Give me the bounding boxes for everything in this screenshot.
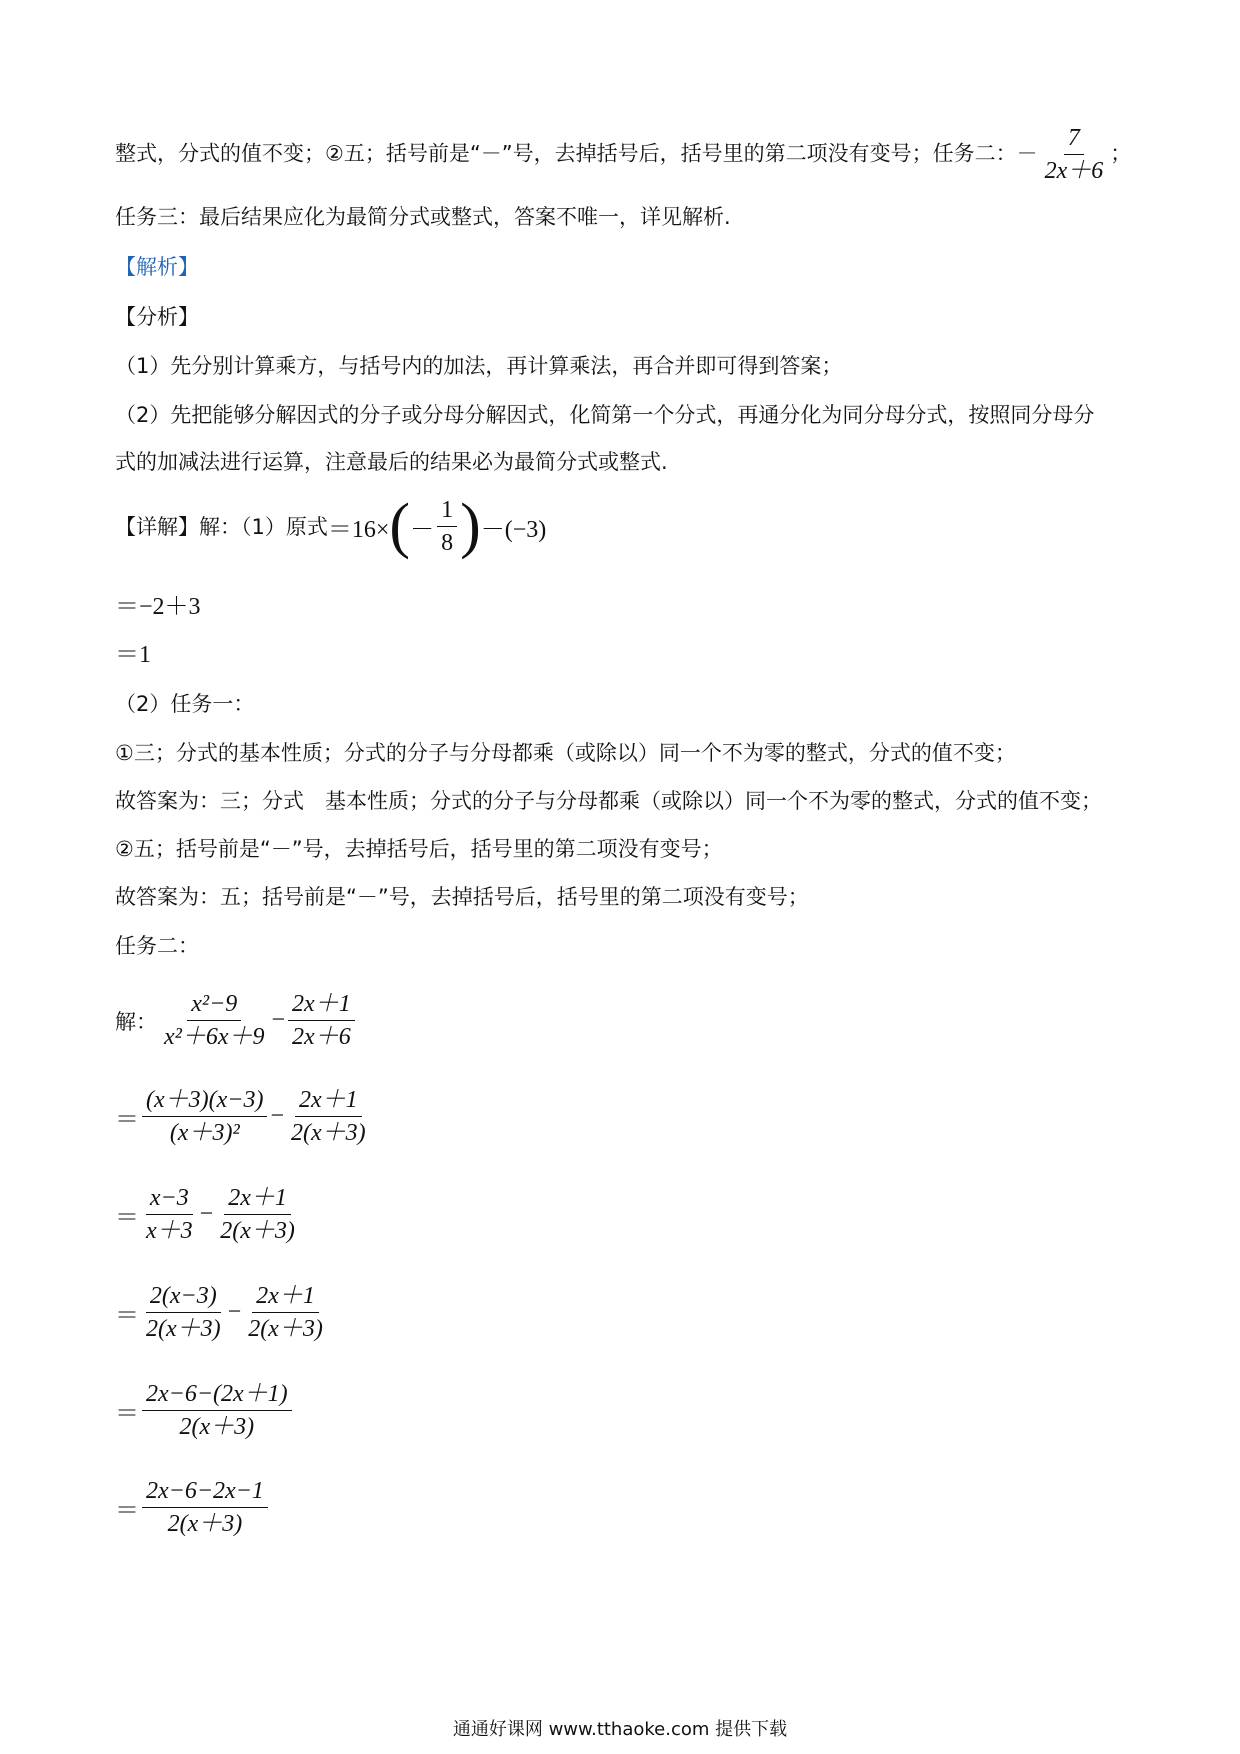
solve-label: 解： [115, 1009, 157, 1034]
task1-line-2: 故答案为：三；分式 基本性质；分式的分子与分母都乘（或除以）同一个不为零的整式，分式的值不变； [115, 789, 1102, 813]
fraction-1-numerator: 2(x−3) [146, 1282, 221, 1313]
equals-sign: ＝ [115, 1205, 139, 1231]
task1-line-3: ②五；括号前是“－”号，去掉括号后，括号里的第二项没有变号； [115, 837, 723, 861]
fraction-2-denominator: 2x＋6 [292, 1024, 351, 1050]
fraction-1 [160, 990, 269, 1051]
fraction-1-numerator: (x＋3)(x−3) [142, 1086, 267, 1117]
task3-line: 任务三：最后结果应化为最简分式或整式，答案不唯一，详见解析. [115, 205, 731, 229]
top-fraction [1041, 124, 1108, 185]
fraction-1-denominator: 2(x＋3) [179, 1414, 255, 1440]
fenxi-item-2b: 式的加减法进行运算，注意最后的结果必为最简分式或整式. [115, 450, 668, 474]
xiangjie-prefix: 【详解】解：（1）原式 [115, 515, 328, 539]
fraction-1-numerator: x−3 [146, 1184, 193, 1215]
left-paren: ( [389, 492, 411, 560]
fraction-2 [288, 990, 355, 1051]
fraction-2 [287, 1086, 370, 1147]
top-fraction-numerator: 7 [1064, 124, 1084, 155]
equals-sign: ＝ [115, 1401, 139, 1427]
fenxi-item-1: （1）先分别计算乘方，与括号内的加法，再计算乘法，再合并即可得到答案； [115, 354, 843, 378]
fraction-2-numerator: 2x＋1 [295, 1086, 362, 1117]
xiangjie-fraction-numerator: 1 [437, 496, 457, 527]
equation-row [115, 990, 358, 1051]
fraction-1-denominator: 2(x＋3) [146, 1316, 221, 1342]
top-line [115, 124, 1131, 185]
equals-sign: ＝ [115, 1498, 139, 1524]
operator: − [270, 1103, 285, 1129]
fraction-2 [244, 1282, 327, 1343]
fraction-1 [142, 1282, 225, 1343]
fraction-1-numerator: x²−9 [187, 990, 241, 1021]
operator: − [199, 1201, 214, 1227]
fraction-1-denominator: 2(x＋3) [167, 1511, 243, 1537]
equals-sign: ＝ [115, 1107, 139, 1133]
fraction-1 [142, 1380, 292, 1441]
task1-line-1: ①三；分式的基本性质；分式的分子与分母都乘（或除以）同一个不为零的整式，分式的值不变； [115, 741, 1016, 765]
top-line-end: ； [1110, 141, 1132, 166]
equation-row [115, 1086, 373, 1147]
equation-row [115, 1380, 295, 1441]
fraction-2 [216, 1184, 299, 1245]
step-b: ＝1 [115, 642, 151, 668]
top-line-text: 整式，分式的值不变；②五；括号前是“－”号，去掉括号后，括号里的第二项没有变号；任务二：－ [115, 141, 1038, 166]
operator: − [271, 1007, 286, 1033]
fraction-2-denominator: 2(x＋3) [220, 1218, 295, 1244]
fenxi-item-2a: （2）先把能够分解因式的分子或分母分解因式，化简第一个分式，再通分化为同分母分式，按照同分母分 [115, 403, 1095, 427]
xiangjie-line [115, 492, 547, 560]
fraction-2-numerator: 2x＋1 [288, 990, 355, 1021]
task1-line-4: 故答案为：五；括号前是“－”号，去掉括号后，括号里的第二项没有变号； [115, 885, 809, 909]
step-a: ＝−2＋3 [115, 594, 201, 620]
xiangjie-expr-start: ＝16× [327, 516, 390, 543]
right-paren: ) [460, 492, 481, 560]
operator: − [227, 1299, 242, 1325]
equals-sign: ＝ [115, 1303, 139, 1329]
xiangjie-fraction-denominator: 8 [441, 529, 454, 556]
fraction-2-numerator: 2x＋1 [252, 1282, 319, 1313]
fenxi-label: 【分析】 [115, 305, 199, 329]
fraction-1-denominator: x²＋6x＋9 [164, 1024, 265, 1050]
fraction-1-denominator: x＋3 [146, 1218, 193, 1244]
footer: 通通好课网 www.tthaoke.com 提供下载 [452, 1719, 788, 1740]
xiangjie-fraction [437, 496, 457, 557]
fraction-2-denominator: 2(x＋3) [291, 1120, 366, 1146]
equation-row [115, 1477, 271, 1538]
xiangjie-minus: － [410, 516, 435, 543]
fraction-1-numerator: 2x−6−(2x＋1) [142, 1380, 292, 1411]
fraction-2-numerator: 2x＋1 [224, 1184, 291, 1215]
fraction-1-numerator: 2x−6−2x−1 [142, 1477, 268, 1508]
fraction-1-denominator: (x＋3)² [169, 1120, 240, 1146]
fraction-1 [142, 1477, 268, 1538]
equation-row [115, 1184, 302, 1245]
equation-row [115, 1282, 330, 1343]
top-fraction-denominator: 2x＋6 [1044, 158, 1104, 184]
fraction-1 [142, 1086, 267, 1147]
jiexi-label: 【解析】 [115, 255, 199, 279]
xiangjie-expr-end: －(−3) [480, 516, 547, 543]
task1-heading: （2）任务一： [115, 692, 255, 716]
fraction-1 [142, 1184, 197, 1245]
fraction-2-denominator: 2(x＋3) [248, 1316, 323, 1342]
task2-heading: 任务二： [115, 934, 199, 958]
